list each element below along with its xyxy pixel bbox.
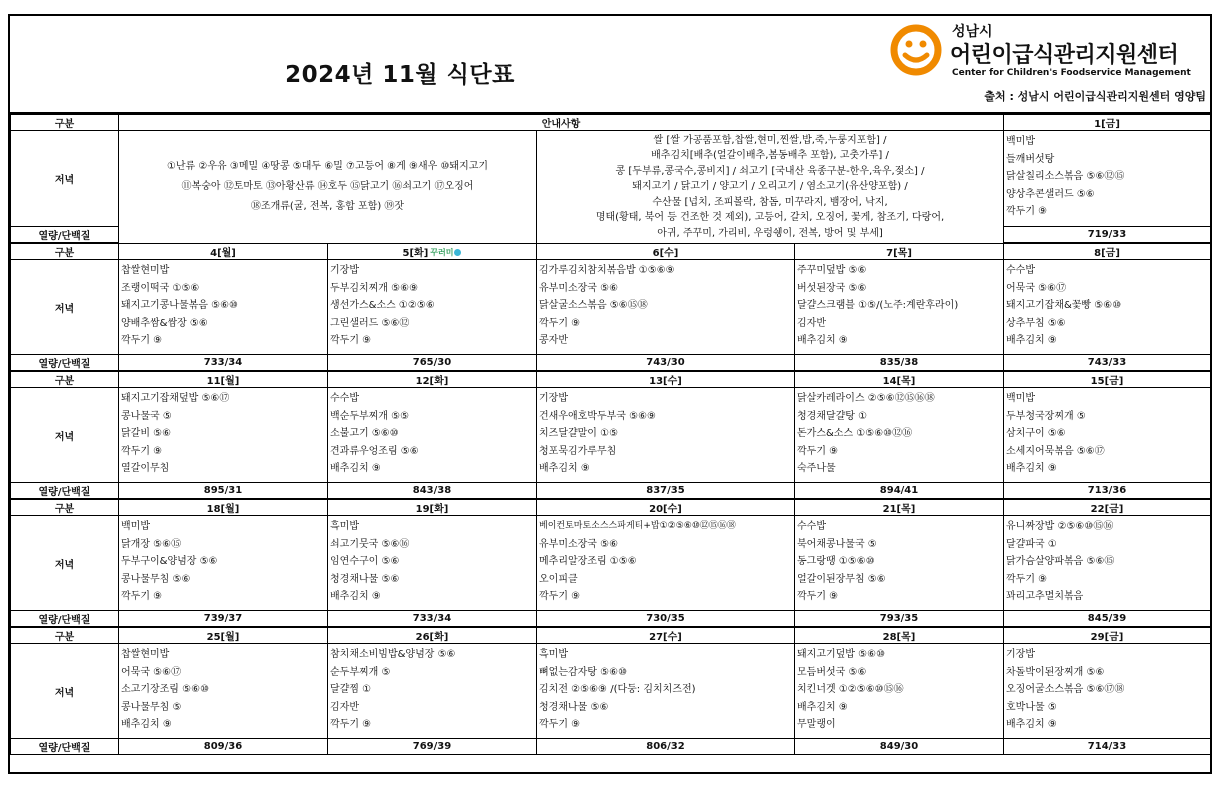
menu-cell: [537, 260, 795, 355]
menu-item: 찹쌀현미밥: [121, 649, 170, 660]
menu-item: 닭살카레라이스 ②⑤⑥⑫⑮⑯⑱: [797, 393, 935, 404]
notice-header: 안내사항: [119, 115, 1004, 131]
menu-item: 어묵국 ⑤⑥⑰: [1006, 282, 1067, 294]
menu-item: 백미밥: [121, 521, 150, 532]
menu-item: 백미밥: [1006, 393, 1035, 404]
page-title: 2024년 11월 식단표: [285, 62, 515, 88]
menu-item: 임연수구이 ⑤⑥: [330, 556, 400, 568]
origin-line: 돼지고기 / 닭고기 / 양고기 / 오리고기 / 염소고기(유산양포함) /: [632, 181, 908, 192]
center-logo: [890, 20, 1210, 80]
menu-item: 유부미소장국 ⑤⑥: [539, 538, 619, 550]
origin-line: 쌀 [쌀 가공품포함,찹쌀,현미,찐쌀,밥,죽,누룽지포함] /: [653, 134, 887, 146]
dinner-label: 저녁: [11, 516, 119, 611]
menu-item: 삼치구이 ⑤⑥: [1006, 428, 1066, 440]
dinner-row: [11, 516, 1211, 611]
menu-item: 돈가스&소스 ①⑤⑥⑩⑫⑯: [797, 428, 913, 440]
menu-item: 배추김치 ⑨: [330, 591, 381, 603]
kcal-value: 793/35: [795, 611, 1004, 628]
menu-item: 상추무침 ⑤⑥: [1006, 317, 1066, 329]
kcal-label: 열량/단백질: [11, 355, 119, 372]
menu-item: 어묵국 ⑤⑥⑰: [121, 666, 182, 678]
menu-cell: [119, 388, 328, 483]
day-header: 20[수]: [537, 499, 795, 516]
menu-item: 배추김치 ⑨: [330, 463, 381, 475]
day-header: 4[월]: [119, 243, 328, 260]
menu-item: 들깨버섯탕: [1006, 153, 1055, 165]
kcal-value: 714/33: [1004, 739, 1211, 755]
dinner-label: 저녁: [11, 644, 119, 739]
menu-cell: [328, 516, 537, 611]
menu-cell: [328, 644, 537, 739]
menu-table: [10, 114, 1211, 755]
day-header: 14[목]: [795, 371, 1004, 388]
menu-item: 닭살굴소스볶음 ⑤⑥⑮⑱: [539, 300, 648, 312]
day-header: 26[화]: [328, 627, 537, 644]
menu-item: 깍두기 ⑨: [330, 335, 372, 347]
category-label: 구분: [11, 499, 119, 516]
menu-item: 주꾸미덮밥 ⑤⑥: [797, 265, 867, 276]
category-label: 구분: [11, 243, 119, 260]
menu-item: 생선가스&소스 ①②⑤⑥: [330, 300, 435, 312]
menu-item: 뼈없는감자탕 ⑤⑥⑩: [539, 666, 628, 678]
menu-cell: [328, 388, 537, 483]
menu-cell: [1004, 644, 1211, 739]
menu-cell: [119, 516, 328, 611]
logo-english-name: Center for Children's Foodservice Management: [952, 68, 1191, 78]
category-label: 구분: [11, 115, 119, 131]
menu-cell: [795, 260, 1004, 355]
menu-item: 수수밥: [330, 393, 359, 404]
category-label: 구분: [11, 627, 119, 644]
menu-item: 흑미밥: [539, 649, 568, 660]
menu-item: 청경채나물 ⑤⑥: [330, 573, 400, 585]
menu-item: 달걀찜 ①: [330, 684, 372, 696]
menu-cell: [795, 388, 1004, 483]
kcal-value: 835/38: [795, 355, 1004, 372]
kcal-value: 743/33: [1004, 355, 1211, 372]
menu-item: 닭가슴살양파볶음 ⑤⑥⑮: [1006, 556, 1115, 568]
menu-item: 북어채콩나물국 ⑤: [797, 538, 877, 550]
kcal-label: 열량/단백질: [11, 611, 119, 628]
menu-cell: [795, 516, 1004, 611]
kcal-value: 806/32: [537, 739, 795, 755]
menu-item: 치즈달걀말이 ①⑤: [539, 428, 619, 440]
kcal-value: 739/37: [119, 611, 328, 628]
menu-item: 깍두기 ⑨: [797, 591, 839, 603]
origin-line: 수산물 [넙치, 조피볼락, 참돔, 미꾸라지, 뱀장어, 낙지,: [652, 196, 888, 208]
category-label: 구분: [11, 371, 119, 388]
day-header: 11[월]: [119, 371, 328, 388]
kcal-value: 894/41: [795, 483, 1004, 500]
menu-item: 수수밥: [1006, 265, 1035, 276]
menu-item: 흑미밥: [330, 521, 359, 532]
menu-item: 청경채나물 ⑤⑥: [539, 701, 609, 713]
kcal-row: [11, 483, 1211, 500]
kcal-value: 713/36: [1004, 483, 1211, 500]
dinner-row: [11, 388, 1211, 483]
menu-cell: [1004, 260, 1211, 355]
menu-item: 돼지고기잡채&꽃빵 ⑤⑥⑩: [1006, 300, 1122, 312]
kcal-label: 열량/단백질: [11, 739, 119, 755]
menu-item: 배추김치 ⑨: [539, 463, 590, 475]
kcal-value: 849/30: [795, 739, 1004, 755]
menu-item: 깍두기 ⑨: [121, 591, 163, 603]
allergy-info: [119, 131, 537, 244]
kcal-value: 719/33: [1004, 227, 1211, 244]
kcal-value: 765/30: [328, 355, 537, 372]
menu-item: 무말랭이: [797, 719, 836, 731]
menu-item: 콩나물국 ⑤: [121, 410, 172, 422]
menu-item: 김치전 ②⑤⑥⑨ /(다둥: 김치치즈전): [539, 684, 696, 696]
menu-item: 달걀파국 ①: [1006, 538, 1057, 550]
menu-item: 기장밥: [539, 393, 568, 404]
menu-item: 기장밥: [1006, 649, 1035, 660]
menu-item: 깍두기 ⑨: [330, 719, 372, 731]
menu-cell: [537, 388, 795, 483]
smile-logo-icon: [890, 24, 942, 76]
menu-item: 오이피클: [539, 573, 578, 585]
menu-item: 순두부찌개 ⑤: [330, 666, 391, 678]
kcal-value: 769/39: [328, 739, 537, 755]
menu-cell: [537, 644, 795, 739]
menu-item: 깍두기 ⑨: [539, 317, 581, 329]
dinner-row: [11, 644, 1211, 739]
menu-item: 찹쌀현미밥: [121, 265, 170, 276]
menu-cell: [119, 644, 328, 739]
kcal-value: 733/34: [119, 355, 328, 372]
menu-item: 돼지고기잡채덮밥 ⑤⑥⑰: [121, 393, 230, 404]
menu-item: 동그랑땡 ①⑤⑥⑩: [797, 556, 875, 568]
menu-item: 건새우애호박두부국 ⑤⑥⑨: [539, 410, 657, 422]
menu-sheet: [8, 14, 1212, 774]
dinner-label: 저녁: [11, 131, 119, 227]
source-note: 출처 : 성남시 어린이급식관리지원센터 영양팀: [984, 90, 1206, 103]
menu-item: 소불고기 ⑤⑥⑩: [330, 428, 399, 440]
menu-item: 두부구이&양념장 ⑤⑥: [121, 556, 218, 568]
menu-item: 돼지고기덮밥 ⑤⑥⑩: [797, 649, 886, 660]
menu-item: 배추김치 ⑨: [797, 335, 848, 347]
origin-line: 명태(황태, 북어 등 건조한 것 제외), 고등어, 갈치, 오징어, 꽃게, 참조기, 다랑어,: [595, 212, 945, 223]
menu-item: 깍두기 ⑨: [797, 445, 839, 457]
menu-item: 쇠고기뭇국 ⑤⑥⑯: [330, 538, 410, 550]
menu-item: 꽈리고추멸치볶음: [1006, 591, 1084, 603]
kcal-value: 733/34: [328, 611, 537, 628]
notice-row: [11, 131, 1211, 227]
menu-item: 깍두기 ⑨: [539, 591, 581, 603]
kcal-row: [11, 355, 1211, 372]
day-header: 6[수]: [537, 243, 795, 260]
kcal-value: 730/35: [537, 611, 795, 628]
day-header: 15[금]: [1004, 371, 1211, 388]
menu-cell: [1004, 388, 1211, 483]
menu-cell: [1004, 131, 1211, 227]
menu-item: 소세지어묵볶음 ⑤⑥⑰: [1006, 445, 1105, 457]
special-event-icon: 꾸러미: [430, 247, 461, 258]
day-header: 13[수]: [537, 371, 795, 388]
menu-item: 유니짜장밥 ②⑤⑥⑩⑮⑯: [1006, 521, 1114, 532]
day-header: 27[수]: [537, 627, 795, 644]
week-header-row: [11, 627, 1211, 644]
day-header: 18[월]: [119, 499, 328, 516]
menu-cell: [537, 516, 795, 611]
menu-item: 콩나물무침 ⑤: [121, 701, 182, 713]
menu-item: 베이컨토마토소스스파게티+밥①②⑤⑥⑩⑫⑮⑯⑱: [539, 521, 736, 531]
menu-item: 치킨너겟 ①②⑤⑥⑩⑮⑯: [797, 684, 904, 696]
menu-item: 버섯된장국 ⑤⑥: [797, 282, 867, 294]
kcal-value: 845/39: [1004, 611, 1211, 628]
dinner-label: 저녁: [11, 260, 119, 355]
menu-item: 백미밥: [1006, 136, 1035, 147]
menu-item: 김자반: [330, 701, 359, 713]
menu-item: 견과류우엉조림 ⑤⑥: [330, 445, 419, 457]
week-header-row: [11, 371, 1211, 388]
menu-item: 닭살칠리소스볶음 ⑤⑥⑫⑮: [1006, 171, 1125, 183]
menu-item: 배추김치 ⑨: [1006, 719, 1057, 731]
menu-item: 호박나물 ⑤: [1006, 701, 1057, 713]
menu-item: 메추리알장조림 ①⑤⑥: [539, 556, 637, 568]
menu-item: 백순두부찌개 ⑤⑤: [330, 410, 410, 422]
menu-item: 깍두기 ⑨: [121, 335, 163, 347]
menu-item: 배추김치 ⑨: [121, 719, 172, 731]
menu-item: 콩자반: [539, 335, 568, 347]
sheet-header: [10, 16, 1210, 114]
menu-item: 청포묵김가루무침: [539, 445, 617, 457]
day-header: 7[목]: [795, 243, 1004, 260]
menu-item: 그린샐러드 ⑤⑥⑫: [330, 317, 410, 329]
day-header: 22[금]: [1004, 499, 1211, 516]
logo-city-text: 성남시: [952, 24, 993, 40]
week-header-row: [11, 499, 1211, 516]
menu-item: 조랭이떡국 ①⑤⑥: [121, 282, 200, 294]
menu-cell: [1004, 516, 1211, 611]
kcal-label: 열량/단백질: [11, 227, 119, 244]
week-header-row: [11, 243, 1211, 260]
day-header: 28[목]: [795, 627, 1004, 644]
menu-item: 수수밥: [797, 521, 826, 532]
kcal-value: 843/38: [328, 483, 537, 500]
menu-item: 김자반: [797, 317, 826, 329]
menu-item: 깍두기 ⑨: [1006, 573, 1048, 585]
menu-item: 콩나물무침 ⑤⑥: [121, 573, 191, 585]
day-header: 19[화]: [328, 499, 537, 516]
menu-item: 얼갈이된장무침 ⑤⑥: [797, 573, 886, 585]
menu-item: 깍두기 ⑨: [1006, 206, 1048, 218]
menu-item: 소고기장조림 ⑤⑥⑩: [121, 684, 210, 696]
menu-item: 돼지고기콩나물볶음 ⑤⑥⑩: [121, 300, 239, 312]
menu-item: 두부청국장찌개 ⑤: [1006, 410, 1086, 422]
menu-item: 숙주나물: [797, 463, 836, 475]
origin-line: 배추김치[배추(얼갈이배추,봄동배추 포함), 고춧가루] /: [651, 150, 889, 161]
menu-item: 달걀스크램블 ①⑤/(노주:계란후라이): [797, 300, 959, 312]
day-header: 8[금]: [1004, 243, 1211, 260]
menu-item: 배추김치 ⑨: [1006, 335, 1057, 347]
kcal-row: [11, 611, 1211, 628]
kcal-value: 809/36: [119, 739, 328, 755]
day-header: 21[목]: [795, 499, 1004, 516]
logo-center-name: 어린이급식관리지원센터: [950, 43, 1179, 68]
origin-info: [537, 131, 1004, 244]
menu-item: 차돌박이된장찌개 ⑤⑥: [1006, 666, 1105, 678]
menu-item: 닭갈비 ⑤⑥: [121, 428, 172, 440]
day-header: 12[화]: [328, 371, 537, 388]
kcal-value: 743/30: [537, 355, 795, 372]
kcal-label: 열량/단백질: [11, 483, 119, 500]
menu-item: 열갈이무침: [121, 463, 170, 475]
kcal-value: 895/31: [119, 483, 328, 500]
origin-line: 아귀, 주꾸미, 가리비, 우렁쉥이, 전복, 방어 및 부세]: [657, 227, 883, 239]
menu-item: 깍두기 ⑨: [539, 719, 581, 731]
kcal-row: [11, 739, 1211, 755]
menu-item: 청경채달걀탕 ①: [797, 410, 868, 422]
menu-item: 양상추콘샐러드 ⑤⑥: [1006, 188, 1095, 200]
kcal-value: 837/35: [537, 483, 795, 500]
menu-item: 깍두기 ⑨: [121, 445, 163, 457]
allergy-line: ①난류 ②우유 ③메밀 ④땅콩 ⑤대두 ⑥밀 ⑦고등어 ⑧게 ⑨새우 ⑩돼지고기: [166, 160, 489, 172]
menu-item: 유부미소장국 ⑤⑥: [539, 282, 619, 294]
allergy-line: ⑪복숭아 ⑫토마토 ⑬아황산류 ⑭호두 ⑮닭고기 ⑯쇠고기 ⑰오징어: [181, 180, 474, 192]
notice-header-row: [11, 115, 1211, 131]
menu-item: 참치채소비빔밥&양념장 ⑤⑥: [330, 649, 456, 660]
menu-item: 기장밥: [330, 265, 359, 276]
dinner-row: [11, 260, 1211, 355]
menu-item: 두부김치찌개 ⑤⑥⑨: [330, 282, 419, 294]
day-header: 5[화] 꾸러미: [328, 243, 537, 260]
menu-item: 김가루김치참치볶음밥 ①⑤⑥⑨: [539, 265, 675, 276]
origin-line: 콩 [두부류,콩국수,콩비지] / 쇠고기 [국내산 육종구분-한우,육우,젖소] /: [615, 165, 925, 177]
menu-item: 모듬버섯국 ⑤⑥: [797, 666, 867, 678]
menu-cell: [328, 260, 537, 355]
menu-item: 닭개장 ⑤⑥⑮: [121, 538, 182, 550]
menu-cell: [119, 260, 328, 355]
menu-item: 배추김치 ⑨: [797, 701, 848, 713]
menu-item: 양배추쌈&쌈장 ⑤⑥: [121, 317, 208, 329]
day-header: 1[금]: [1004, 115, 1211, 131]
menu-cell: [795, 644, 1004, 739]
day-header: 25[월]: [119, 627, 328, 644]
menu-item: 오징어굴소스볶음 ⑤⑥⑰⑱: [1006, 684, 1125, 696]
day-header: 29[금]: [1004, 627, 1211, 644]
menu-item: 배추김치 ⑨: [1006, 463, 1057, 475]
allergy-line: ⑱조개류(굴, 전복, 홍합 포함) ⑲잣: [250, 200, 405, 212]
dinner-label: 저녁: [11, 388, 119, 483]
